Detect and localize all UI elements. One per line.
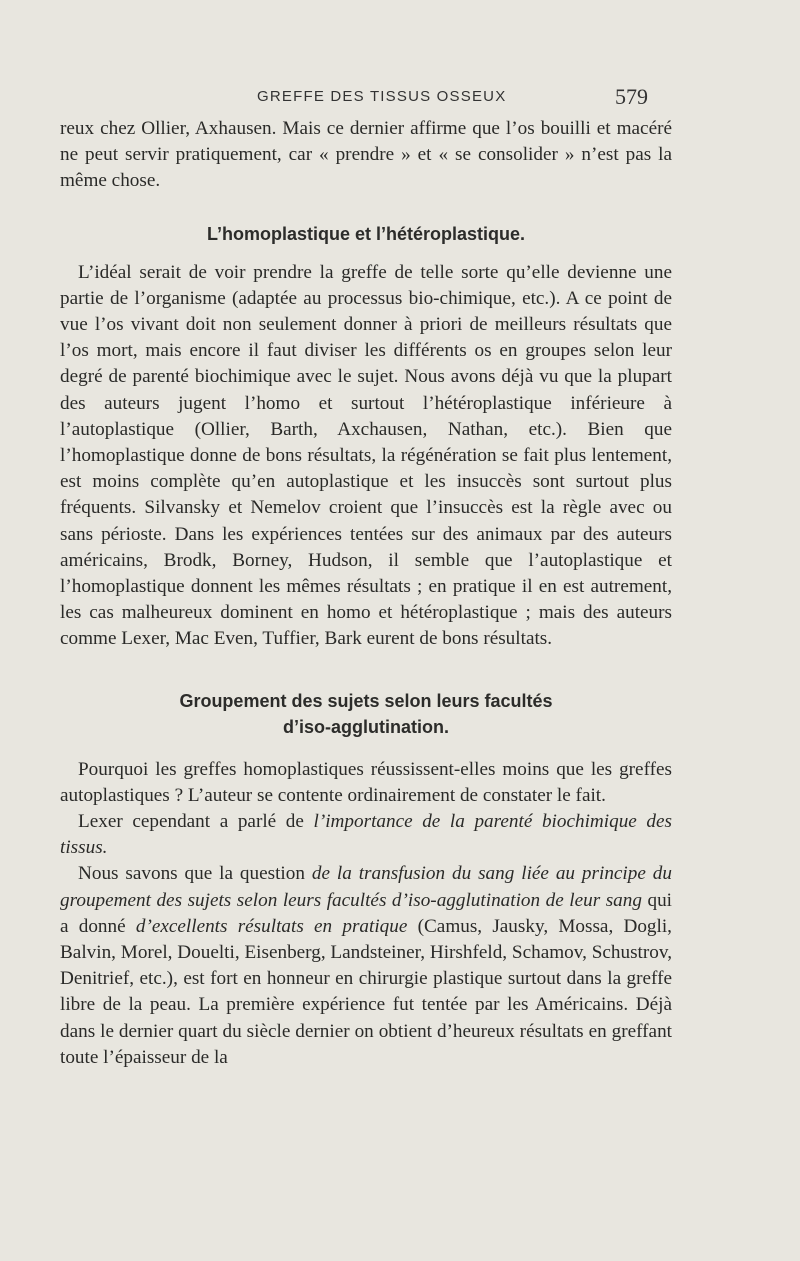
heading-line-1: Groupement des sujets selon leurs facultés [179, 690, 553, 711]
transfusion-start: Nous savons que la question [78, 863, 312, 885]
lexer-text: Lexer cependant a parlé de [78, 811, 314, 833]
transfusion-end: (Camus, Jausky, Mossa, Dogli, Balvin, Morel, Douelti, Eisenberg, Landsteiner, Hirshfeld, Schamov, Schustrov, Denitrief, etc.), est fort en honneur en chirurgie plastique surtout dans la greffe libre de la peau. La première expérience fut tentée par les Américains. Déjà dans le dernier quart du siècle dernier on obtient d’heureux résultats en greffant toute l’épaisseur de la [60, 915, 672, 1068]
paragraph-continuation: reux chez Ollier, Axhausen. Mais ce dernier affirme que l’os bouilli et macéré ne peut servir pratiquement, car « prendre » et « se consolider » n’est pas la même chose. [60, 118, 672, 192]
paragraph-transfusion [60, 861, 672, 1071]
body-text [60, 116, 672, 1071]
running-head [0, 84, 800, 112]
transfusion-italic-2: d’excellents résultats en pratique [135, 915, 408, 937]
lexer-italic: l’importance de la parenté biochimique des tissus. [60, 811, 672, 859]
section-heading-groupement [60, 688, 672, 740]
transfusion-italic-1: de la transfusion du sang liée au principe du groupement des sujets selon leurs facultés d’iso-agglutination de leur sang [60, 863, 672, 911]
paragraph-lexer [60, 809, 672, 861]
running-title: GREFFE DES TISSUS OSSEUX [257, 88, 507, 105]
heading-line-2: d’iso-agglutination. [283, 716, 449, 737]
page-number: 579 [615, 84, 648, 109]
paragraph-ideal: L’idéal serait de voir prendre la greffe de telle sorte qu’elle devienne une partie de l’organisme (adaptée au processus bio-chimique, etc.). A ce point de vue l’os vivant doit non seulement donner à priori de meilleurs résultats que l’os mort, mais encore il faut diviser les différents os en groupes selon leur degré de parenté biochimique avec le sujet. Nous avons déjà vu que la plupart des auteurs jugent l’homo et surtout l’hétéroplastique inférieure à l’autoplastique (Ollier, Barth, Axchausen, Nathan, etc.). Bien que l’homoplastique donne de bons résultats, la régénération se fait plus lentement, est moins complète qu’en autoplastique et les insuccès sont surtout plus fréquents. Silvansky et Nemelov croient que l’insuccès est la règle avec ou sans périoste. Dans les expériences tentées sur des animaux par des auteurs américains, Brodk, Borney, Hudson, il semble que l’autoplastique et l’homoplastique donnent les mêmes résultats ; en pratique il en est autrement, les cas malheureux dominent en homo et hétéroplastique ; mais des auteurs comme Lexer, Mac Even, Tuffier, Bark eurent de bons résultats. [60, 261, 672, 650]
section-heading-homoplastique: L’homoplastique et l’hétéroplastique. [206, 223, 526, 244]
transfusion-mid: qui a donné [60, 889, 672, 937]
paragraph-pourquoi: Pourquoi les greffes homoplastiques réussissent-elles moins que les greffes autoplastiques ? L’auteur se contente ordinairement de constater le fait. [60, 758, 672, 806]
